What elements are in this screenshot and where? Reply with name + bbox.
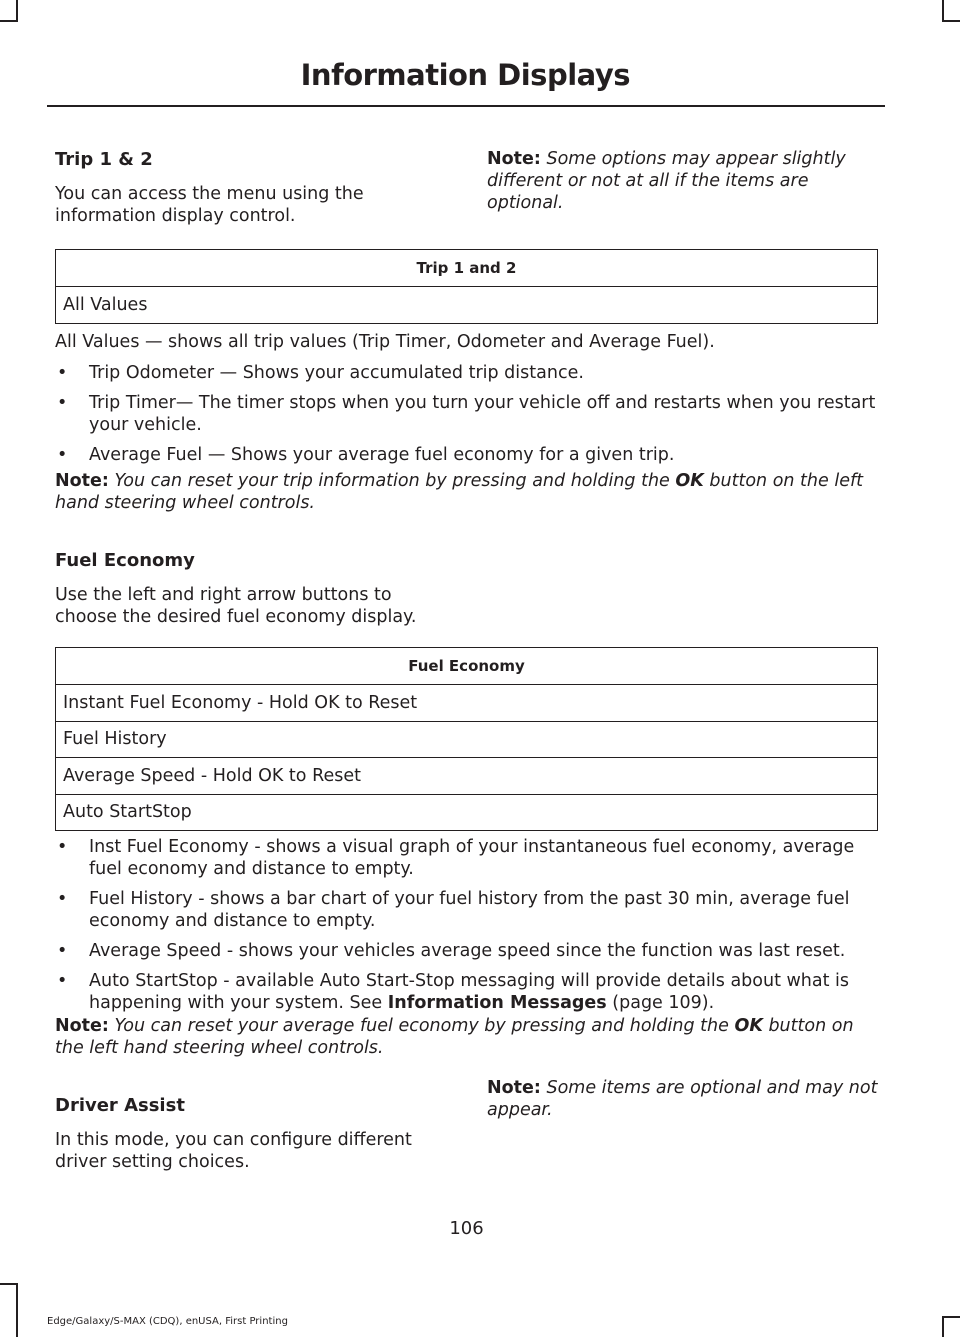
note-label: Note: xyxy=(487,1078,541,1098)
driver-note xyxy=(487,1077,882,1121)
list-item-text: Auto StartStop - available Auto Start-Stop messaging will provide details about what is happening with your system. See xyxy=(89,971,850,1013)
fuel-heading: Fuel Economy xyxy=(55,550,195,571)
list-item: • Average Speed - shows your vehicles average speed since the function was last reset. xyxy=(55,940,881,962)
fuel-bullet-list xyxy=(55,836,881,1022)
note-text: Some items are optional and may not appear. xyxy=(487,1078,878,1120)
footer-text: Edge/Galaxy/S-MAX (CDQ), enUSA, First Printing xyxy=(47,1316,288,1327)
table-row: Instant Fuel Economy - Hold OK to Reset xyxy=(56,685,878,722)
all-values-desc: All Values — shows all trip values (Trip Timer, Odometer and Average Fuel). xyxy=(55,332,715,352)
crop-mark xyxy=(942,20,960,22)
list-item: • Trip Timer— The timer stops when you turn your vehicle off and restarts when you restart your vehicle. xyxy=(55,392,881,436)
note-text: You can reset your trip information by pressing and holding the xyxy=(114,471,670,491)
table-row: Auto StartStop xyxy=(56,794,878,831)
ok-button-ref: OK xyxy=(734,1016,763,1036)
crop-mark xyxy=(942,1316,960,1318)
fuel-table xyxy=(55,647,878,831)
fuel-reset-note xyxy=(55,1015,881,1059)
crop-mark xyxy=(942,0,944,22)
trip-intro: You can access the menu using the information display control. xyxy=(55,184,364,226)
trip-bullet-list xyxy=(55,362,881,474)
note-text: button on the left hand steering wheel controls. xyxy=(55,471,863,513)
trip-reset-note xyxy=(55,470,881,514)
table-row: Fuel History xyxy=(56,721,878,758)
note-label: Note: xyxy=(55,471,109,491)
crop-mark xyxy=(0,20,18,22)
crop-mark xyxy=(942,1316,944,1337)
list-item xyxy=(55,970,881,1014)
note-label: Note: xyxy=(55,1016,109,1036)
table-header: Trip 1 and 2 xyxy=(56,250,878,287)
crop-mark xyxy=(16,0,18,22)
trip-table xyxy=(55,249,878,324)
trip-heading: Trip 1 & 2 xyxy=(55,149,153,170)
trip-note xyxy=(487,148,882,214)
table-row: Average Speed - Hold OK to Reset xyxy=(56,758,878,795)
fuel-intro: Use the left and right arrow buttons to choose the desired fuel economy display. xyxy=(55,585,417,627)
table-header: Fuel Economy xyxy=(56,648,878,685)
ok-button-ref: OK xyxy=(675,471,704,491)
driver-heading: Driver Assist xyxy=(55,1095,185,1116)
note-label: Note: xyxy=(487,149,541,169)
page-reference: (page 109). xyxy=(612,993,715,1013)
list-item: • Trip Odometer — Shows your accumulated trip distance. xyxy=(55,362,881,384)
page-title: Information Displays xyxy=(300,58,630,92)
driver-intro: In this mode, you can configure different driver setting choices. xyxy=(55,1130,412,1172)
cross-reference-link[interactable]: Information Messages xyxy=(387,993,607,1013)
crop-mark xyxy=(16,1283,18,1337)
note-text: button on the left hand steering wheel controls. xyxy=(55,1016,854,1058)
header-divider xyxy=(47,105,885,107)
list-item: • Average Fuel — Shows your average fuel economy for a given trip. xyxy=(55,444,881,466)
list-item: • Inst Fuel Economy - shows a visual graph of your instantaneous fuel economy, average fuel economy and distance to empty. xyxy=(55,836,881,880)
list-item: • Fuel History - shows a bar chart of your fuel history from the past 30 min, average fuel economy and distance to empty. xyxy=(55,888,881,932)
note-text: Some options may appear slightly different or not at all if the items are optional. xyxy=(487,149,846,213)
note-text: You can reset your average fuel economy by pressing and holding the xyxy=(114,1016,729,1036)
page-number: 106 xyxy=(449,1218,484,1239)
crop-mark xyxy=(0,1283,18,1285)
table-row: All Values xyxy=(56,287,878,324)
